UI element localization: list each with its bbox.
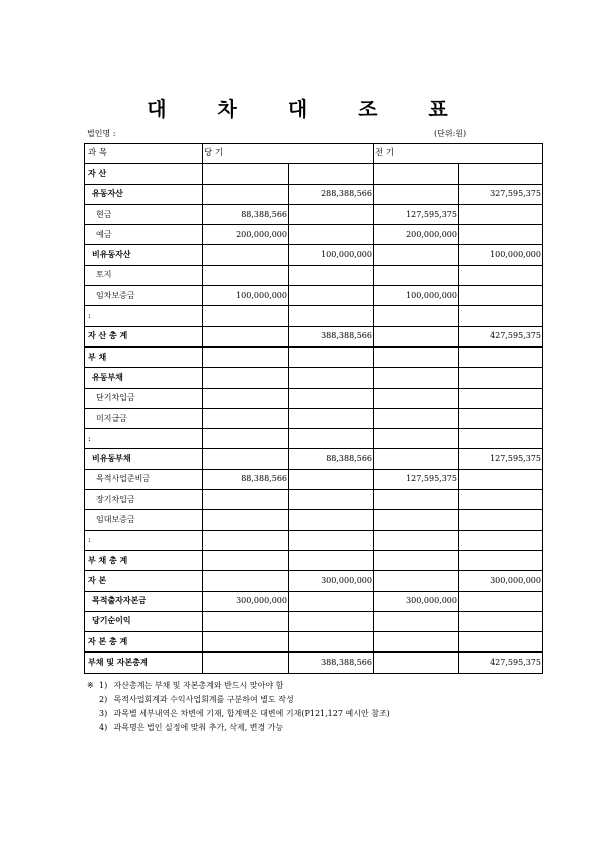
cell-current-total: [289, 611, 374, 631]
cell-current-total: [289, 510, 374, 530]
row-label: 유동자산: [85, 184, 203, 204]
table-row: [85, 611, 543, 631]
table-row: [85, 550, 543, 570]
cell-current-total: [289, 306, 374, 326]
cell-previous-total: 327,595,375: [459, 184, 543, 204]
table-row: [85, 632, 543, 653]
cell-current-total: [289, 265, 374, 285]
cell-current-detail: [203, 306, 289, 326]
cell-previous-total: [459, 510, 543, 530]
row-label: 유동부채: [85, 368, 203, 388]
cell-current-detail: [203, 550, 289, 570]
note-text: 목적사업회계과 수익사업회계를 구분하여 별도 작성: [113, 695, 294, 704]
cell-previous-total: 127,595,375: [459, 449, 543, 469]
cell-current-detail: 88,388,566: [203, 204, 289, 224]
cell-previous-total: [459, 225, 543, 245]
cell-current-detail: [203, 164, 289, 184]
cell-current-total: 88,388,566: [289, 449, 374, 469]
cell-previous-total: [459, 347, 543, 368]
note-number: 1): [99, 681, 108, 690]
cell-previous-detail: [374, 388, 459, 408]
cell-previous-detail: [374, 245, 459, 265]
table-header-row: [85, 144, 543, 164]
document-title: 대 차 대 조 표: [147, 97, 470, 121]
cell-previous-total: 427,595,375: [459, 652, 543, 673]
table-row: [85, 306, 543, 326]
cell-previous-detail: 127,595,375: [374, 469, 459, 489]
table-row: [85, 164, 543, 184]
table-row: [85, 225, 543, 245]
row-label: 부 채 총 계: [85, 550, 203, 570]
header-item: 과 목: [85, 144, 203, 164]
header-current: 당 기: [203, 144, 374, 164]
row-label: 부채 및 자본총계: [85, 652, 203, 673]
note-number: 3): [99, 709, 108, 718]
cell-current-total: [289, 368, 374, 388]
cell-current-total: [289, 530, 374, 550]
table-row: [85, 449, 543, 469]
table-row: [85, 204, 543, 224]
cell-current-detail: [203, 530, 289, 550]
cell-current-detail: [203, 265, 289, 285]
cell-previous-total: [459, 611, 543, 631]
note-item: [87, 721, 390, 735]
cell-current-detail: 88,388,566: [203, 469, 289, 489]
table-row: [85, 429, 543, 449]
cell-previous-total: 427,595,375: [459, 326, 543, 347]
cell-current-total: 388,388,566: [289, 326, 374, 347]
note-item: [87, 693, 390, 707]
cell-current-total: [289, 164, 374, 184]
table-row: [85, 245, 543, 265]
cell-previous-detail: [374, 530, 459, 550]
cell-previous-detail: [374, 184, 459, 204]
note-number: 2): [99, 695, 108, 704]
cell-current-detail: [203, 611, 289, 631]
table-row: [85, 388, 543, 408]
cell-current-total: [289, 204, 374, 224]
balance-sheet-table: [84, 143, 543, 674]
row-label: 단기차입금: [85, 388, 203, 408]
cell-previous-total: 300,000,000: [459, 571, 543, 591]
unit-label: (단위:원): [434, 129, 467, 138]
note-text: 과목명은 법인 실정에 맞춰 추가, 삭제, 변경 가능: [113, 723, 284, 732]
table-row: [85, 469, 543, 489]
cell-previous-total: [459, 469, 543, 489]
cell-current-detail: [203, 652, 289, 673]
cell-previous-total: [459, 550, 543, 570]
cell-current-detail: [203, 571, 289, 591]
cell-previous-total: [459, 530, 543, 550]
note-item: [87, 707, 390, 721]
row-label: 목적출자자본금: [85, 591, 203, 611]
cell-current-detail: [203, 368, 289, 388]
row-label: 토지: [85, 265, 203, 285]
row-label: 목적사업준비금: [85, 469, 203, 489]
header-previous: 전 기: [374, 144, 543, 164]
cell-current-detail: 300,000,000: [203, 591, 289, 611]
cell-previous-total: [459, 306, 543, 326]
table-row: [85, 510, 543, 530]
cell-current-total: 300,000,000: [289, 571, 374, 591]
cell-previous-total: [459, 164, 543, 184]
cell-current-total: 100,000,000: [289, 245, 374, 265]
table-row: [85, 184, 543, 204]
cell-current-total: [289, 286, 374, 306]
row-label: 자 본: [85, 571, 203, 591]
row-label: 장기차입금: [85, 490, 203, 510]
note-mark: ※: [87, 681, 94, 690]
cell-current-detail: [203, 429, 289, 449]
notes: [87, 679, 390, 735]
row-label: :: [85, 306, 203, 326]
cell-previous-detail: [374, 408, 459, 428]
cell-current-total: [289, 550, 374, 570]
cell-previous-detail: [374, 652, 459, 673]
row-label: 예금: [85, 225, 203, 245]
cell-current-total: [289, 347, 374, 368]
row-label: 미지급금: [85, 408, 203, 428]
row-label: 비유동자산: [85, 245, 203, 265]
cell-current-detail: [203, 408, 289, 428]
table-row: [85, 571, 543, 591]
table-row: [85, 591, 543, 611]
cell-previous-total: [459, 286, 543, 306]
table-row: [85, 286, 543, 306]
cell-previous-detail: [374, 265, 459, 285]
cell-current-detail: 100,000,000: [203, 286, 289, 306]
cell-current-detail: [203, 245, 289, 265]
cell-previous-detail: [374, 510, 459, 530]
row-label: 비유동부채: [85, 449, 203, 469]
cell-previous-detail: [374, 550, 459, 570]
cell-previous-detail: [374, 449, 459, 469]
cell-previous-detail: [374, 490, 459, 510]
cell-current-total: [289, 225, 374, 245]
row-label: 자 본 총 계: [85, 632, 203, 653]
table-row: [85, 265, 543, 285]
row-label: 부 채: [85, 347, 203, 368]
cell-previous-total: [459, 204, 543, 224]
cell-previous-total: [459, 408, 543, 428]
cell-current-detail: [203, 449, 289, 469]
row-label: 현금: [85, 204, 203, 224]
cell-current-total: 288,388,566: [289, 184, 374, 204]
row-label: 임대보증금: [85, 510, 203, 530]
cell-previous-detail: [374, 632, 459, 653]
cell-current-total: [289, 632, 374, 653]
cell-current-detail: [203, 632, 289, 653]
cell-current-detail: [203, 347, 289, 368]
cell-current-total: 388,388,566: [289, 652, 374, 673]
cell-current-total: [289, 490, 374, 510]
cell-previous-total: 100,000,000: [459, 245, 543, 265]
cell-previous-total: [459, 490, 543, 510]
cell-previous-total: [459, 591, 543, 611]
row-label: 자 산 총 계: [85, 326, 203, 347]
cell-previous-detail: [374, 429, 459, 449]
cell-current-detail: [203, 184, 289, 204]
cell-previous-total: [459, 368, 543, 388]
cell-previous-detail: [374, 326, 459, 347]
row-label: 당기순이익: [85, 611, 203, 631]
table-row: [85, 652, 543, 673]
cell-current-detail: [203, 490, 289, 510]
table-row: [85, 530, 543, 550]
cell-current-detail: [203, 326, 289, 347]
cell-previous-detail: [374, 347, 459, 368]
cell-current-total: [289, 469, 374, 489]
corporation-name-label: 법인명 :: [87, 129, 116, 138]
cell-current-total: [289, 388, 374, 408]
cell-previous-detail: [374, 164, 459, 184]
table-row: [85, 408, 543, 428]
table-row: [85, 490, 543, 510]
cell-previous-total: [459, 388, 543, 408]
cell-current-total: [289, 429, 374, 449]
cell-current-detail: [203, 388, 289, 408]
table-row: [85, 347, 543, 368]
cell-current-total: [289, 591, 374, 611]
cell-previous-detail: 127,595,375: [374, 204, 459, 224]
cell-previous-total: [459, 632, 543, 653]
cell-previous-detail: [374, 368, 459, 388]
cell-previous-detail: [374, 571, 459, 591]
row-label: :: [85, 429, 203, 449]
row-label: 임차보증금: [85, 286, 203, 306]
cell-previous-detail: 100,000,000: [374, 286, 459, 306]
row-label: :: [85, 530, 203, 550]
cell-current-total: [289, 408, 374, 428]
note-text: 자산총계는 부채 및 자본총계와 반드시 맞아야 함: [113, 681, 284, 690]
cell-previous-total: [459, 429, 543, 449]
cell-current-detail: [203, 510, 289, 530]
note-number: 4): [99, 723, 108, 732]
note-text: 과목별 세부내역은 차변에 기재, 합계액은 대변에 기재(P121,127 예시안 참조): [113, 709, 390, 718]
cell-previous-detail: [374, 611, 459, 631]
table-row: [85, 326, 543, 347]
note-item: [87, 679, 390, 693]
cell-current-detail: 200,000,000: [203, 225, 289, 245]
cell-previous-total: [459, 265, 543, 285]
cell-previous-detail: [374, 306, 459, 326]
table-row: [85, 368, 543, 388]
cell-previous-detail: 300,000,000: [374, 591, 459, 611]
cell-previous-detail: 200,000,000: [374, 225, 459, 245]
row-label: 자 산: [85, 164, 203, 184]
